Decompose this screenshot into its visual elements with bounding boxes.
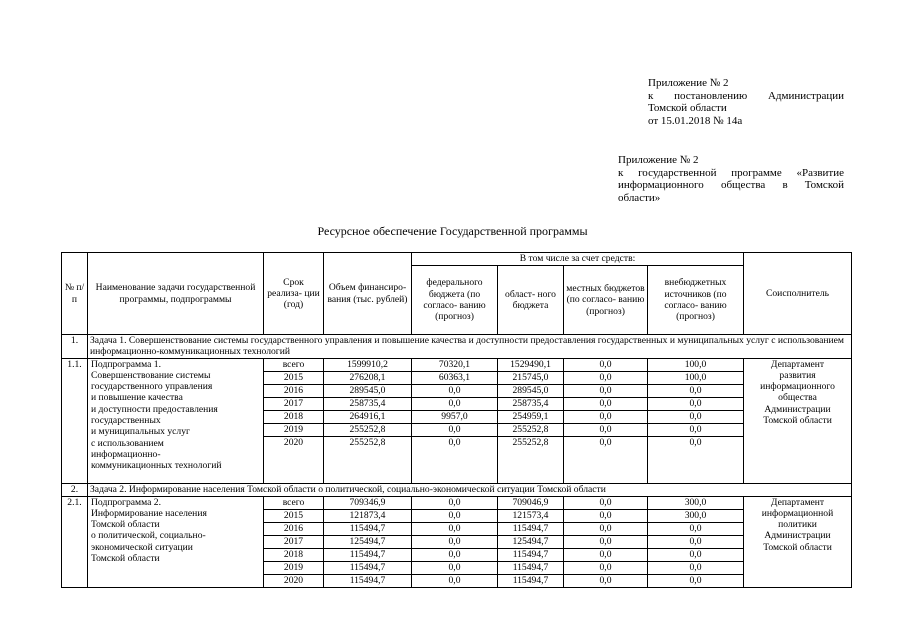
cell-local: 0,0	[564, 535, 648, 548]
cell-period: 2016	[264, 384, 324, 397]
cell-extra: 100,0	[648, 358, 744, 371]
cell-period: 2017	[264, 535, 324, 548]
cell-period: 2016	[264, 522, 324, 535]
executor-line: Томской области	[763, 415, 832, 427]
appendix-line: Приложение № 2	[648, 77, 729, 89]
cell-period: всего	[264, 496, 324, 509]
subprogram-name-line: Подпрограмма 2.	[91, 496, 161, 508]
cell-local: 0,0	[564, 496, 648, 509]
subprogram-name-line: Томской области	[91, 553, 160, 565]
task-text: Задача 1. Совершенствование системы государственного управления и повышение качества и доступности предоставления государственных и муниципальных услуг с использованием информационно-коммуникационных технологий	[88, 335, 852, 359]
subprogram-name-line: с использованием	[91, 437, 164, 449]
resource-table	[61, 252, 852, 588]
appendix-program	[618, 154, 844, 204]
cell-federal: 0,0	[412, 509, 498, 522]
cell-period: всего	[264, 358, 324, 371]
cell-regional: 289545,0	[498, 384, 564, 397]
cell-volume: 709346,9	[324, 496, 412, 509]
subprogram-name-line: о политической, социально-	[91, 530, 206, 542]
cell-regional: 1529490,1	[498, 358, 564, 371]
cell-extra: 0,0	[648, 397, 744, 410]
header-period: Срок реализа- ции (год)	[264, 253, 324, 335]
header-federal: федерального бюджета (по согласо- ванию (прогноз)	[412, 266, 498, 335]
subprogram-name-line: Подпрограмма 1.	[91, 358, 161, 370]
cell-federal: 0,0	[412, 535, 498, 548]
header-volume: Объем финансиро- вания (тыс. рублей)	[324, 253, 412, 335]
cell-regional: 115494,7	[498, 561, 564, 574]
cell-volume: 115494,7	[324, 522, 412, 535]
cell-volume: 258735,4	[324, 397, 412, 410]
cell-regional: 121573,4	[498, 509, 564, 522]
cell-local: 0,0	[564, 371, 648, 384]
cell-extra: 0,0	[648, 574, 744, 587]
cell-regional: 115494,7	[498, 522, 564, 535]
cell-extra: 0,0	[648, 384, 744, 397]
cell-federal: 70320,1	[412, 358, 498, 371]
cell-federal: 9957,0	[412, 410, 498, 423]
cell-volume: 115494,7	[324, 548, 412, 561]
appendix-decree	[648, 77, 844, 127]
cell-regional: 254959,1	[498, 410, 564, 423]
appendix-line: области»	[618, 191, 661, 204]
subprogram-name-line: и доступности предоставления	[91, 403, 218, 415]
cell-local: 0,0	[564, 522, 648, 535]
cell-volume: 276208,1	[324, 371, 412, 384]
subprogram-name-line: государственных	[91, 415, 161, 427]
subprogram-name-line: Томской области	[91, 519, 160, 531]
subprogram-num: 1.1.	[62, 358, 88, 483]
subprogram-name-line: экономической ситуации	[91, 541, 193, 553]
appendix-line: Приложение № 2	[618, 154, 699, 166]
subprogram-name-line: и повышение качества	[91, 392, 183, 404]
header-extra: внебюджетных источников (по согласо- ванию (прогноз)	[648, 266, 744, 335]
subprogram-name	[88, 358, 264, 483]
executor-line: развития	[779, 369, 816, 381]
cell-federal: 60363,1	[412, 371, 498, 384]
cell-local: 0,0	[564, 561, 648, 574]
executor	[744, 496, 852, 587]
header-local: местных бюджетов (по согласо- ванию (прогноз)	[564, 266, 648, 335]
executor-line: Департамент	[770, 358, 825, 370]
cell-extra: 0,0	[648, 410, 744, 423]
cell-federal: 0,0	[412, 384, 498, 397]
cell-extra: 0,0	[648, 436, 744, 483]
subprogram-name-line: Совершенствование системы	[91, 369, 211, 381]
document-title: Ресурсное обеспечение Государственной программы	[317, 224, 588, 238]
cell-federal: 0,0	[412, 548, 498, 561]
cell-regional: 125494,7	[498, 535, 564, 548]
executor-line: информационного	[760, 381, 835, 393]
cell-regional: 115494,7	[498, 548, 564, 561]
executor-line: Департамент	[770, 496, 825, 508]
header-name: Наименование задачи государственной программы, подпрограммы	[88, 253, 264, 335]
subprogram-name-line: информационно-	[91, 448, 161, 460]
cell-period: 2020	[264, 436, 324, 483]
appendix-line: Томской области	[648, 102, 727, 114]
cell-extra: 0,0	[648, 561, 744, 574]
cell-federal: 0,0	[412, 496, 498, 509]
cell-extra: 100,0	[648, 371, 744, 384]
cell-extra: 0,0	[648, 548, 744, 561]
cell-regional: 115494,7	[498, 574, 564, 587]
subprogram-name-line: Информирование населения	[91, 507, 207, 519]
cell-federal: 0,0	[412, 574, 498, 587]
cell-period: 2020	[264, 574, 324, 587]
cell-period: 2019	[264, 561, 324, 574]
executor-line: общества	[778, 392, 817, 404]
cell-regional: 255252,8	[498, 423, 564, 436]
header-num: № п/п	[62, 253, 88, 335]
task-num: 2.	[62, 483, 88, 496]
cell-regional: 258735,4	[498, 397, 564, 410]
appendix-line: от 15.01.2018 № 14а	[648, 114, 743, 127]
appendix-line: информационного общества в Томской	[618, 179, 844, 191]
header-regional: област- ного бюджета	[498, 266, 564, 335]
cell-volume: 125494,7	[324, 535, 412, 548]
cell-federal: 0,0	[412, 561, 498, 574]
cell-volume: 255252,8	[324, 423, 412, 436]
cell-local: 0,0	[564, 574, 648, 587]
cell-volume: 1599910,2	[324, 358, 412, 371]
table-row	[62, 358, 852, 371]
cell-volume: 121873,4	[324, 509, 412, 522]
cell-federal: 0,0	[412, 397, 498, 410]
cell-period: 2018	[264, 548, 324, 561]
cell-volume: 115494,7	[324, 574, 412, 587]
cell-volume: 289545,0	[324, 384, 412, 397]
cell-local: 0,0	[564, 436, 648, 483]
executor-line: политики	[778, 519, 817, 531]
cell-federal: 0,0	[412, 522, 498, 535]
appendix-line: к государственной программе «Развитие	[618, 166, 844, 179]
cell-local: 0,0	[564, 397, 648, 410]
executor-line: Администрации	[764, 403, 831, 415]
executor-line: Томской области	[763, 541, 832, 553]
cell-period: 2018	[264, 410, 324, 423]
subprogram-name-line: коммуникационных технологий	[91, 460, 222, 472]
cell-local: 0,0	[564, 358, 648, 371]
cell-regional: 255252,8	[498, 436, 564, 483]
header-executor: Соисполнитель	[744, 253, 852, 335]
cell-local: 0,0	[564, 384, 648, 397]
cell-regional: 709046,9	[498, 496, 564, 509]
subprogram-name-line: государственного управления	[91, 381, 213, 393]
task-text: Задача 2. Информирование населения Томской области о политической, социально-экономической ситуации Томской области	[88, 483, 852, 496]
executor-line: Администрации	[764, 530, 831, 542]
cell-period: 2015	[264, 509, 324, 522]
cell-volume: 115494,7	[324, 561, 412, 574]
cell-federal: 0,0	[412, 423, 498, 436]
cell-local: 0,0	[564, 509, 648, 522]
cell-extra: 0,0	[648, 423, 744, 436]
cell-volume: 264916,1	[324, 410, 412, 423]
cell-local: 0,0	[564, 410, 648, 423]
subprogram-name	[88, 496, 264, 587]
cell-period: 2019	[264, 423, 324, 436]
executor-line: информационной	[761, 507, 834, 519]
subprogram-name-line: и муниципальных услуг	[91, 426, 190, 438]
cell-period: 2015	[264, 371, 324, 384]
header-including: В том числе за счет средств:	[412, 253, 744, 266]
task-num: 1.	[62, 335, 88, 359]
cell-extra: 300,0	[648, 509, 744, 522]
cell-extra: 0,0	[648, 522, 744, 535]
cell-extra: 0,0	[648, 535, 744, 548]
cell-local: 0,0	[564, 423, 648, 436]
table-row	[62, 496, 852, 509]
cell-federal: 0,0	[412, 436, 498, 483]
cell-regional: 215745,0	[498, 371, 564, 384]
appendix-line: к постановлению Администрации	[648, 89, 844, 102]
subprogram-num: 2.1.	[62, 496, 88, 587]
cell-volume: 255252,8	[324, 436, 412, 483]
cell-extra: 300,0	[648, 496, 744, 509]
cell-period: 2017	[264, 397, 324, 410]
cell-local: 0,0	[564, 548, 648, 561]
executor	[744, 358, 852, 483]
